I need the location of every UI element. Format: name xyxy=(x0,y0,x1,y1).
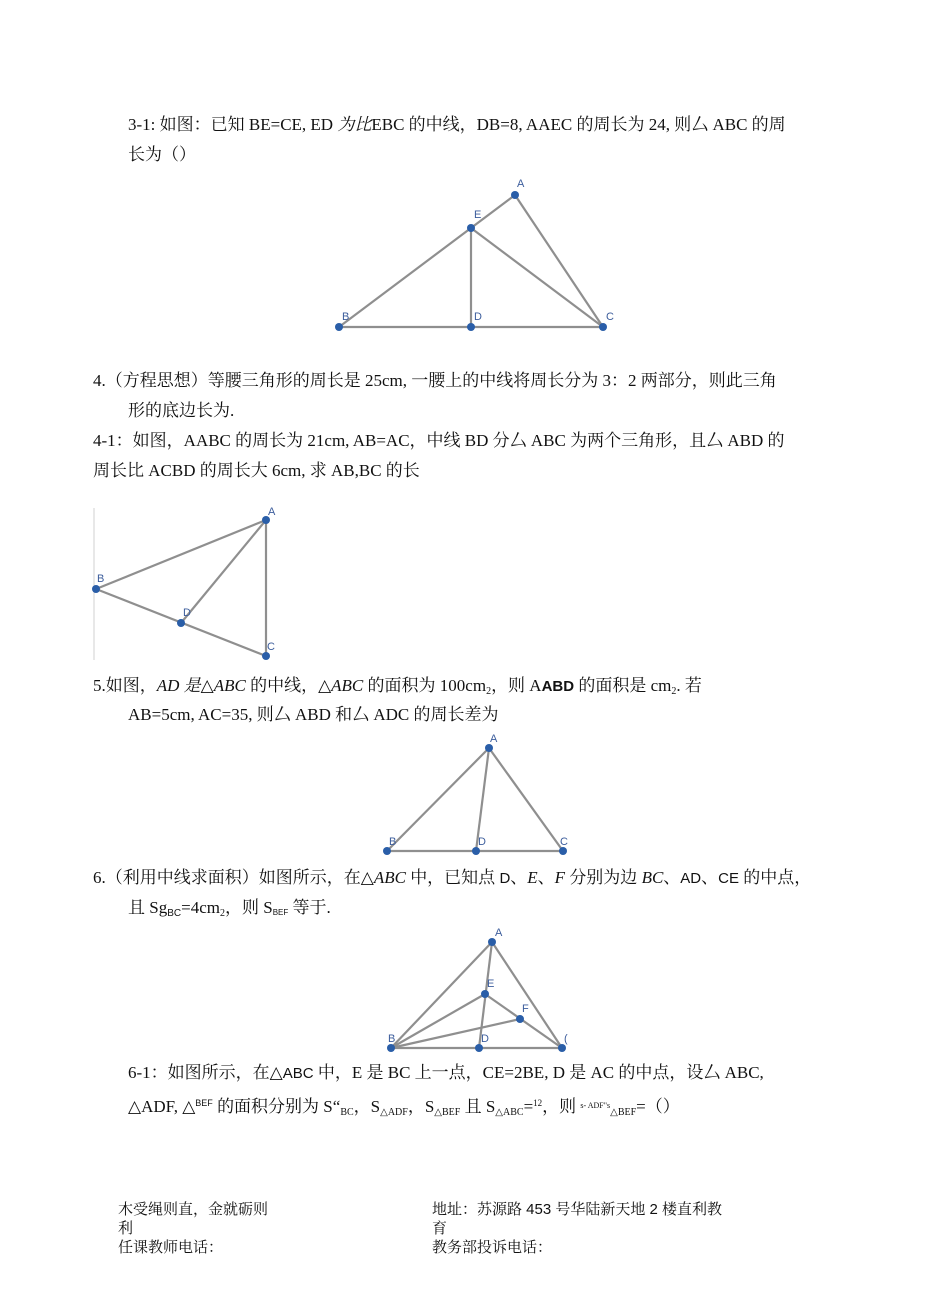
label-c: C xyxy=(606,311,614,323)
label-e: E xyxy=(487,978,495,990)
label-a: A xyxy=(490,733,498,745)
point-a xyxy=(488,938,496,946)
footer-right xyxy=(432,1200,722,1257)
problem-6-line-2: 且 $Sg_{BC}=4cm_2$，则 SBEF 等于. xyxy=(128,898,331,919)
label-a: A xyxy=(268,506,276,518)
problem-5-line-1: 5.如图，AD 是△ABC 的中线，△ABC 的面积为 $100cm_2$，则 AABD 的面积是 $cm_2$. 若 xyxy=(93,676,702,697)
point-c xyxy=(558,1044,566,1052)
problem-4-1-line-1: 4-1：如图，AABC 的周长为 21cm, AB=AC，中线 BD 分厶 ABC 为两个三角形，且厶 ABD 的 xyxy=(93,431,785,450)
label-a: A xyxy=(495,927,503,939)
label-b: B xyxy=(388,1033,396,1045)
figure-6-lines xyxy=(391,942,562,1048)
label-d: D xyxy=(183,607,191,619)
label-c: C xyxy=(560,836,568,848)
label-a: A xyxy=(517,178,525,190)
label-d: D xyxy=(478,836,486,848)
problem-3-1-line-2: 长为（） xyxy=(128,145,196,164)
problem-6-1-line-1: 6-1：如图所示，在△ABC 中，E 是 BC 上一点，CE=2BE, D 是 AC 的中点，设厶 ABC, xyxy=(128,1063,764,1082)
footer-left xyxy=(118,1200,268,1257)
footer-address-line-2: 育 xyxy=(432,1220,448,1237)
problem-6-line-1: 6.（利用中线求面积）如图所示，在△ABC 中，已知点 D、E、F 分别为边 BC、AD、CE 的中点， xyxy=(93,868,812,887)
problem-4-1-line-2: 周长比 ACBD 的周长大 6cm, 求 AB,BC 的长 xyxy=(93,461,420,480)
label-b: B xyxy=(389,836,397,848)
label-f: F xyxy=(522,1003,529,1015)
label-c: C xyxy=(267,641,275,653)
footer-address-line-1: 地址：苏源路 453 号华陆新天地 2 楼直利教 xyxy=(432,1201,723,1218)
problem-3-1-line-1: 3-1: 如图：已知 BE=CE, ED 为比EBC 的中线，DB=8, AAEC 的周长为 24, 则厶 ABC 的周 xyxy=(128,115,786,134)
point-f xyxy=(516,1015,524,1023)
point-b xyxy=(387,1044,395,1052)
label-b: B xyxy=(342,311,350,323)
footer-teacher-phone: 任课教师电话： xyxy=(118,1239,224,1256)
label-c: ( xyxy=(564,1033,568,1045)
label-e: E xyxy=(474,209,482,221)
footer-complaint-phone: 教务部投诉电话： xyxy=(432,1239,553,1256)
label-d: D xyxy=(481,1033,489,1045)
problem-4-line-2: 形的底边长为. xyxy=(128,401,235,420)
footer-motto-line-2: 利 xyxy=(118,1220,134,1237)
problem-6-1-line-2: △ADF, △$^{BEF}$ 的面积分别为 $S“_{BC}$，$S_{\triangle ADF}$，$S_{\triangle BEF}$ 且 $S_{\triangle ABC}=^{12}$，则 $^{s- ADF"s}_{\triangle BEF}$=（） xyxy=(128,1097,680,1118)
label-d: D xyxy=(474,311,482,323)
point-d xyxy=(475,1044,483,1052)
problem-5-line-2: AB=5cm, AC=35, 则厶 ABD 和厶 ADC 的周长差为 xyxy=(128,705,499,724)
footer-motto-line-1: 木受绳则直，金就砺则 xyxy=(118,1201,269,1218)
point-e xyxy=(481,990,489,998)
label-b: B xyxy=(97,573,105,585)
problem-4-line-1: 4.（方程思想）等腰三角形的周长是 25cm, 一腰上的中线将周长分为 3：2 两部分，则此三角 xyxy=(93,371,777,390)
